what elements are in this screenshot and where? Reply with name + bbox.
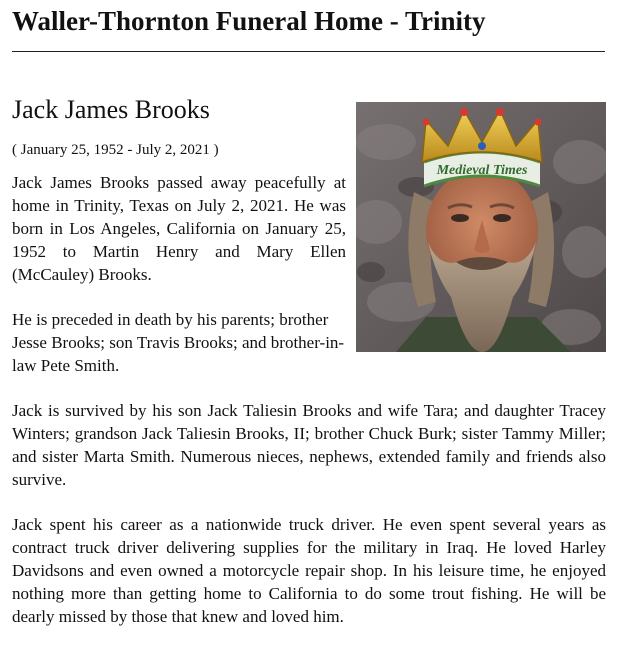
site-title: Waller-Thornton Funeral Home - Trinity [12,6,486,36]
header-divider [12,51,605,52]
portrait-photo [356,102,606,352]
life-dates: ( January 25, 1952 - July 2, 2021 ) [12,142,219,158]
decedent-name: Jack James Brooks [12,95,210,124]
site-header [12,4,606,38]
obituary-paragraph: Jack spent his career as a nationwide truck driver. He even spent several years as contract truck driver delivering supplies for the military in Iraq. He loved Harley Davidsons and even owned a motorcycle repair shop. In his leisure time, he enjoyed nothing more than getting home to California to do some trout fishing. He will be dearly missed by those that knew and loved him. [12,515,606,626]
crown-text: Medieval Times [436,163,528,178]
obituary-paragraph: Jack is survived by his son Jack Taliesin Brooks and wife Tara; and daughter Tracey Winters; grandson Jack Taliesin Brooks, II; brother Chuck Burk; sister Tammy Miller; and sister Marta Smith. Numerous nieces, nephews, extended family and friends also survive. [12,401,606,489]
obituary-paragraph: Jack James Brooks passed away peacefully at home in Trinity, Texas on July 2, 2021. He was born in Los Angeles, California on January 25, 1952 to Martin Henry and Mary Ellen (McCauley) Brooks. [12,173,346,284]
obituary-paragraph: He is preceded in death by his parents; brother Jesse Brooks; son Travis Brooks; and brother-in-law Pete Smith. [12,310,345,375]
obituary [12,93,606,628]
